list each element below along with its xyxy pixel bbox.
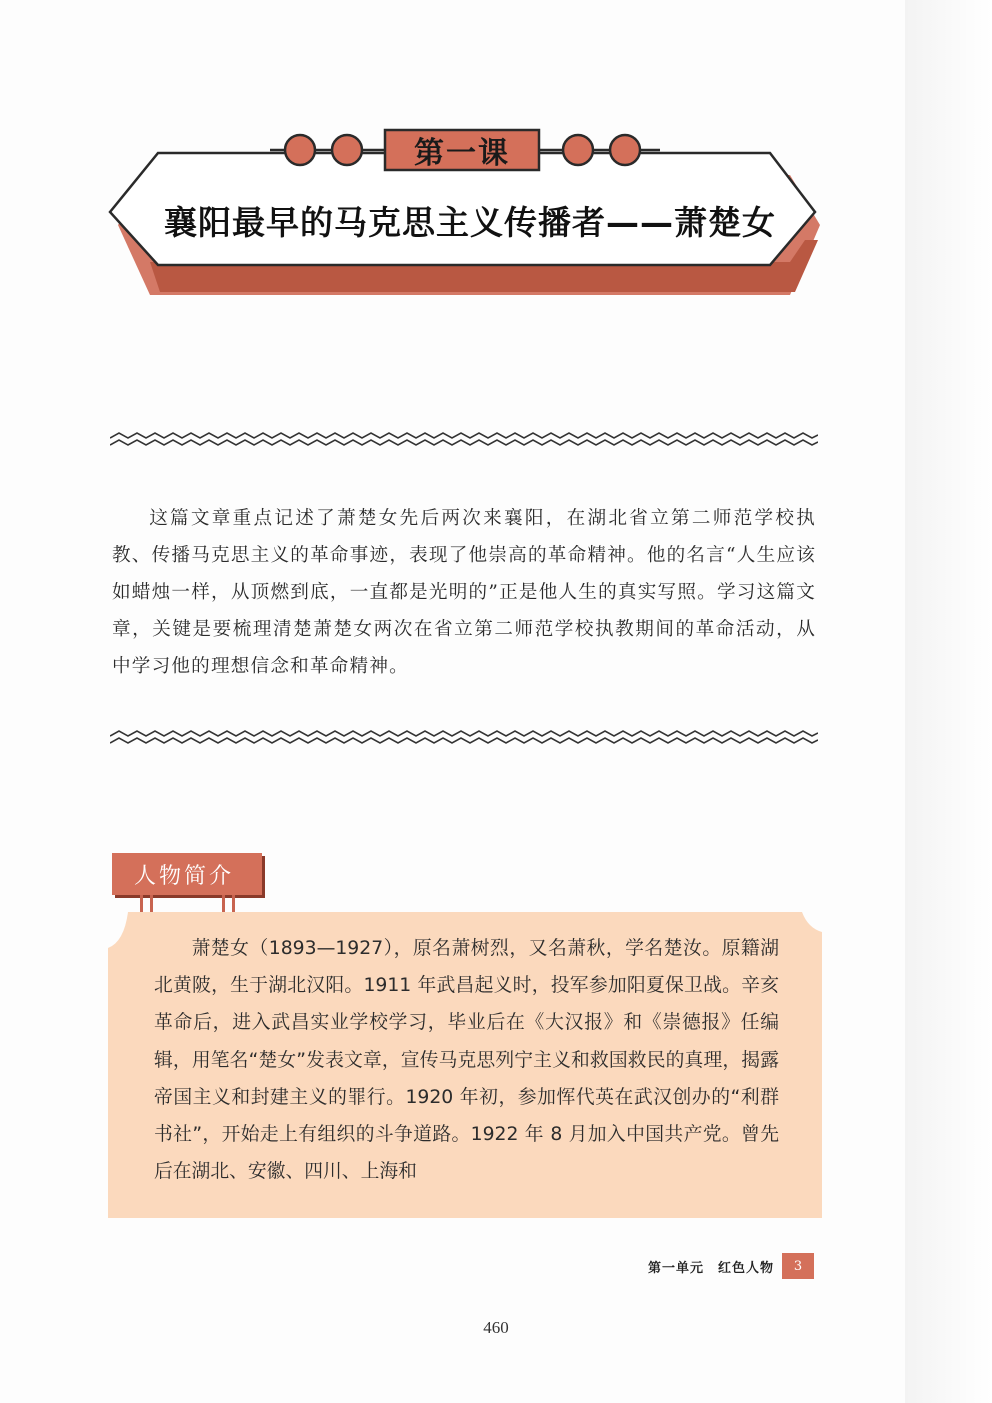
- lesson-label: 第一课: [414, 136, 510, 171]
- scan-page-number: 460: [483, 1318, 509, 1337]
- profile-paragraph: 萧楚女（1893—1927），原名萧树烈，又名萧秋，学名楚汝。原籍湖北黄陂，生于湖北汉阳。1911 年武昌起义时，投军参加阳夏保卫战。辛亥革命后，进入武昌实业学校学习，毕业后在《大汉报》和《崇德报》任编辑，用笔名“楚女”发表文章，宣传马克思列宁主义和救国救民的真理，揭露帝国主义和封建主义的罪行。1920 年初，参加恽代英在武汉创办的“利群书社”，开始走上有组织的斗争道路。1922 年 8 月加入中国共产党。曾先后在湖北、安徽、四川、上海和: [154, 938, 779, 1183]
- banner-circle-2: [332, 135, 362, 165]
- intro-paragraph: 这篇文章重点记述了萧楚女先后两次来襄阳，在湖北省立第二师范学校执教、传播马克思主义的革命事迹，表现了他崇高的革命精神。他的名言“人生应该如蜡烛一样，从顶燃到底，一直都是光明的”正是他人生的真实写照。学习这篇文章，关键是要梳理清楚萧楚女两次在省立第二师范学校执教期间的革命活动，从中学习他的理想信念和革命精神。: [112, 508, 816, 677]
- page-number-badge: 3: [782, 1253, 814, 1279]
- profile-tab-label: 人物简介: [134, 863, 235, 889]
- wave-divider-top: [110, 430, 818, 452]
- banner-circle-3: [563, 135, 593, 165]
- profile-tab: [112, 853, 262, 895]
- unit-label: 第一单元 红色人物: [647, 1260, 774, 1276]
- banner-circle-4: [610, 135, 640, 165]
- banner-circle-1: [285, 135, 315, 165]
- wave-divider-bottom: [110, 728, 818, 750]
- lesson-title: 襄阳最早的马克思主义传播者——萧楚女: [164, 202, 776, 242]
